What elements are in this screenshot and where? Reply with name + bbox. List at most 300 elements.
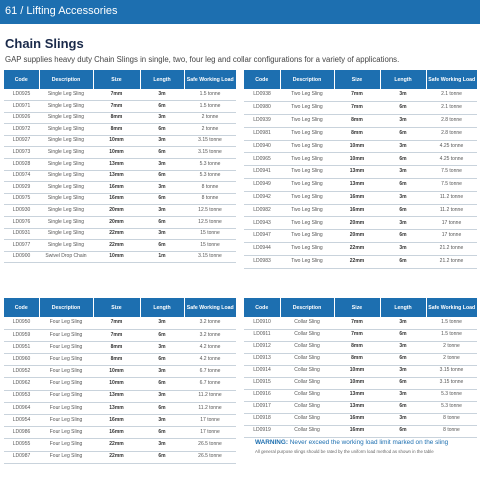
page-title: Chain Slings (5, 36, 84, 51)
table-cell: 4.25 tonne (426, 153, 477, 166)
table-header-row (4, 70, 236, 89)
four-leg-sling-table (4, 298, 236, 464)
table-row (4, 378, 236, 390)
table-cell: LD0915 (244, 377, 280, 389)
table-cell: 2 tonne (426, 353, 477, 365)
table-cell: 4.2 tonne (184, 341, 236, 353)
table-cell: 17 tonne (426, 230, 477, 243)
table-cell: 7mm (334, 329, 380, 341)
table-cell: Two Leg Sling (280, 217, 334, 230)
table-cell: Swivel Drop Chain (39, 251, 93, 263)
table-cell: Four Leg Sling (39, 439, 93, 451)
table-cell: 1.5 tonne (184, 101, 236, 113)
table-cell: LD0986 (4, 427, 39, 439)
table-cell: 6m (140, 240, 184, 252)
table-cell: 7.5 tonne (426, 166, 477, 179)
table-cell: 8mm (334, 353, 380, 365)
table-cell: Two Leg Sling (280, 115, 334, 128)
table-cell: 2 tonne (184, 124, 236, 136)
table-cell: Single Leg Sling (39, 147, 93, 159)
table-row (4, 439, 236, 451)
table-cell: Two Leg Sling (280, 243, 334, 256)
table-row (4, 402, 236, 414)
table-cell: 20mm (93, 217, 140, 229)
table-cell: 21.2 tonne (426, 255, 477, 268)
table-cell: 1m (140, 251, 184, 263)
table-row (4, 89, 236, 101)
table-cell: 21.2 tonne (426, 243, 477, 256)
table-cell: 7mm (93, 101, 140, 113)
table-cell: 6m (380, 153, 426, 166)
table-cell: 3m (380, 115, 426, 128)
table-cell: 16mm (93, 193, 140, 205)
table-cell: 6m (380, 377, 426, 389)
table-row (244, 401, 477, 413)
table-cell: 8mm (93, 124, 140, 136)
table-cell: Two Leg Sling (280, 179, 334, 192)
table-cell: LD0927 (4, 135, 39, 147)
column-header: Length (140, 70, 184, 89)
table-cell: 7mm (334, 102, 380, 115)
table-cell: 6.7 tonne (184, 366, 236, 378)
table-cell: 3.15 tonne (184, 135, 236, 147)
table-cell: 22mm (334, 255, 380, 268)
table-row (4, 390, 236, 402)
table-cell: Four Leg Sling (39, 378, 93, 390)
table-row (4, 427, 236, 439)
collar-sling-table (244, 298, 477, 438)
table-cell: 22mm (93, 451, 140, 463)
table-row (244, 317, 477, 329)
table-cell: 6m (380, 401, 426, 413)
table-cell: 6m (380, 179, 426, 192)
table-cell: 12.5 tonne (184, 217, 236, 229)
table-cell: LD0916 (244, 389, 280, 401)
table-row (4, 451, 236, 463)
table-cell: 17 tonne (184, 427, 236, 439)
column-header: Description (39, 298, 93, 317)
table-cell: LD0962 (4, 378, 39, 390)
table-cell: 13mm (334, 389, 380, 401)
table-cell: 17 tonne (184, 415, 236, 427)
table-cell: Single Leg Sling (39, 101, 93, 113)
table-cell: 16mm (93, 182, 140, 194)
table-cell: 6m (140, 354, 184, 366)
table-cell: LD0960 (4, 354, 39, 366)
column-header: Size (93, 70, 140, 89)
table-row (4, 366, 236, 378)
table-cell: 3.15 tonne (426, 365, 477, 377)
table-cell: 4.2 tonne (184, 354, 236, 366)
table-cell: LD0955 (4, 439, 39, 451)
column-header: Code (4, 298, 39, 317)
table-cell: 6.7 tonne (184, 378, 236, 390)
page-header-bar (0, 0, 480, 24)
table-row (244, 341, 477, 353)
table-header-row (244, 70, 477, 89)
table-row (244, 389, 477, 401)
table-cell: 6m (140, 451, 184, 463)
table-cell: Collar Sling (280, 317, 334, 329)
table-cell: 6m (140, 378, 184, 390)
table-cell: 6m (380, 230, 426, 243)
table-row (4, 193, 236, 205)
table-cell: 3m (380, 413, 426, 425)
table-row (4, 317, 236, 329)
table-cell: 3m (140, 135, 184, 147)
table-cell: Single Leg Sling (39, 112, 93, 124)
table-cell: 2.1 tonne (426, 89, 477, 102)
table-cell: 3m (140, 390, 184, 402)
table-cell: Four Leg Sling (39, 427, 93, 439)
table-cell: Collar Sling (280, 341, 334, 353)
table-row (244, 230, 477, 243)
table-cell: Two Leg Sling (280, 102, 334, 115)
warning-label: WARNING: (255, 439, 289, 446)
table-cell: 13mm (334, 401, 380, 413)
table-cell: Collar Sling (280, 425, 334, 437)
table-cell: LD0977 (4, 240, 39, 252)
table-cell: 3m (380, 243, 426, 256)
table-cell: 1.5 tonne (426, 329, 477, 341)
table-row (4, 135, 236, 147)
table-cell: 10mm (334, 153, 380, 166)
table-cell: 22mm (93, 240, 140, 252)
table-cell: 3m (140, 439, 184, 451)
table-cell: 3m (380, 317, 426, 329)
table-row (244, 127, 477, 140)
table-cell: Two Leg Sling (280, 166, 334, 179)
table-cell: LD0926 (4, 112, 39, 124)
table-cell: LD0911 (244, 329, 280, 341)
table-cell: 10mm (334, 377, 380, 389)
table-header-row (244, 298, 477, 317)
table-cell: 2.8 tonne (426, 127, 477, 140)
table-cell: 2 tonne (184, 112, 236, 124)
column-header: Code (4, 70, 39, 89)
table-cell: 3m (140, 205, 184, 217)
table-cell: 11.2 tonne (426, 204, 477, 217)
table-cell: 7mm (334, 317, 380, 329)
table-cell: Four Leg Sling (39, 366, 93, 378)
table-cell: 26.5 tonne (184, 439, 236, 451)
table-cell: LD0944 (244, 243, 280, 256)
table-cell: 6m (140, 329, 184, 341)
table-cell: LD0965 (244, 153, 280, 166)
column-header: Length (380, 70, 426, 89)
table-cell: 2.8 tonne (426, 115, 477, 128)
table-cell: 5.3 tonne (426, 389, 477, 401)
table-cell: 22mm (93, 228, 140, 240)
table-row (4, 159, 236, 171)
table-cell: LD0913 (244, 353, 280, 365)
table-cell: Single Leg Sling (39, 89, 93, 101)
table-cell: Four Leg Sling (39, 451, 93, 463)
table-cell: LD0929 (4, 182, 39, 194)
table-cell: 10mm (93, 378, 140, 390)
intro-text: GAP supplies heavy duty Chain Slings in single, two, four leg and collar configurations for a variety of applications. (5, 55, 400, 64)
warning-text: Never exceed the working load limit marked on the sling (289, 439, 449, 446)
table-row (244, 365, 477, 377)
table-cell: LD0987 (4, 451, 39, 463)
table-cell: 3m (140, 89, 184, 101)
table-cell: 17 tonne (426, 217, 477, 230)
table-cell: 20mm (334, 230, 380, 243)
table-cell: 6m (140, 124, 184, 136)
table-row (4, 251, 236, 263)
table-cell: 26.5 tonne (184, 451, 236, 463)
table-cell: LD0928 (4, 159, 39, 171)
table-cell: LD0964 (4, 402, 39, 414)
table-cell: LD0954 (4, 415, 39, 427)
table-cell: Two Leg Sling (280, 153, 334, 166)
table-row (4, 182, 236, 194)
table-cell: LD0971 (4, 101, 39, 113)
table-cell: 1.5 tonne (426, 317, 477, 329)
table-cell: Collar Sling (280, 329, 334, 341)
table-cell: 10mm (93, 366, 140, 378)
table-cell: 3m (140, 112, 184, 124)
table-cell: LD0980 (244, 102, 280, 115)
table-cell: Collar Sling (280, 353, 334, 365)
column-header: Description (280, 298, 334, 317)
table-row (244, 377, 477, 389)
table-cell: Two Leg Sling (280, 127, 334, 140)
table-cell: Four Leg Sling (39, 415, 93, 427)
table-cell: 12.5 tonne (184, 205, 236, 217)
table-cell: 3m (380, 191, 426, 204)
table-cell: 3.15 tonne (184, 147, 236, 159)
table-cell: 7mm (93, 329, 140, 341)
table-cell: 1.5 tonne (184, 89, 236, 101)
table-cell: 7mm (334, 89, 380, 102)
table-cell: 8 tonne (184, 182, 236, 194)
table-cell: 3m (140, 317, 184, 329)
table-row (4, 217, 236, 229)
table-cell: Four Leg Sling (39, 317, 93, 329)
table-cell: Single Leg Sling (39, 193, 93, 205)
table-cell: Two Leg Sling (280, 191, 334, 204)
table-cell: 3m (140, 366, 184, 378)
table-cell: 6m (140, 402, 184, 414)
column-header: Length (140, 298, 184, 317)
table-cell: 22mm (93, 439, 140, 451)
table-cell: 3m (140, 415, 184, 427)
table-cell: Single Leg Sling (39, 135, 93, 147)
table-cell: LD0917 (244, 401, 280, 413)
table-cell: 6m (380, 102, 426, 115)
table-cell: LD0943 (244, 217, 280, 230)
table-cell: LD0949 (244, 179, 280, 192)
warning-line (255, 439, 477, 446)
table-cell: LD0950 (4, 317, 39, 329)
table-row (244, 413, 477, 425)
warning-note: All general purpose slings should be rated by the uniform load method as shown in the table (255, 449, 434, 454)
table-cell: LD0975 (4, 193, 39, 205)
table-row (244, 166, 477, 179)
table-row (244, 425, 477, 437)
table-cell: Four Leg Sling (39, 354, 93, 366)
table-cell: LD0959 (4, 329, 39, 341)
table-cell: 3m (140, 228, 184, 240)
column-header: Size (334, 298, 380, 317)
table-cell: Collar Sling (280, 377, 334, 389)
table-cell: Single Leg Sling (39, 124, 93, 136)
table-cell: LD0925 (4, 89, 39, 101)
table-cell: 16mm (334, 204, 380, 217)
table-cell: 16mm (93, 415, 140, 427)
table-cell: 13mm (93, 159, 140, 171)
table-cell: 6m (140, 217, 184, 229)
table-cell: LD0973 (4, 147, 39, 159)
column-header: Code (244, 70, 280, 89)
table-row (244, 191, 477, 204)
table-cell: LD0981 (244, 127, 280, 140)
table-cell: LD0941 (244, 166, 280, 179)
table-cell: Two Leg Sling (280, 255, 334, 268)
table-row (4, 341, 236, 353)
table-row (4, 124, 236, 136)
table-row (4, 354, 236, 366)
table-cell: 8 tonne (184, 193, 236, 205)
table-cell: 10mm (334, 140, 380, 153)
table-cell: Single Leg Sling (39, 240, 93, 252)
table-header-row (4, 298, 236, 317)
table-cell: 6m (380, 329, 426, 341)
table-cell: LD0919 (244, 425, 280, 437)
table-row (4, 112, 236, 124)
column-header: Size (93, 298, 140, 317)
table-cell: LD0982 (244, 204, 280, 217)
table-cell: 2 tonne (426, 341, 477, 353)
table-cell: 8mm (93, 341, 140, 353)
table-cell: 8mm (334, 127, 380, 140)
table-cell: 16mm (334, 425, 380, 437)
table-cell: LD0931 (4, 228, 39, 240)
column-header: Safe Working Load (426, 70, 477, 89)
table-cell: Two Leg Sling (280, 204, 334, 217)
table-cell: 10mm (93, 135, 140, 147)
table-row (4, 147, 236, 159)
table-cell: 13mm (93, 170, 140, 182)
table-cell: 7mm (93, 317, 140, 329)
table-cell: Four Leg Sling (39, 402, 93, 414)
table-cell: 6m (380, 127, 426, 140)
table-cell: 11.2 tonne (184, 402, 236, 414)
table-cell: 6m (140, 147, 184, 159)
table-cell: LD0914 (244, 365, 280, 377)
table-row (244, 102, 477, 115)
table-row (4, 228, 236, 240)
table-cell: 6m (380, 255, 426, 268)
table-cell: LD0942 (244, 191, 280, 204)
table-cell: 11.2 tonne (184, 390, 236, 402)
table-cell: 8mm (334, 341, 380, 353)
table-cell: 3m (380, 365, 426, 377)
table-cell: 6m (140, 193, 184, 205)
table-cell: 7.5 tonne (426, 179, 477, 192)
table-row (4, 415, 236, 427)
table-cell: 20mm (93, 205, 140, 217)
table-cell: LD0938 (244, 89, 280, 102)
table-cell: 13mm (93, 402, 140, 414)
table-row (4, 240, 236, 252)
table-row (244, 255, 477, 268)
table-cell: 7mm (93, 89, 140, 101)
table-cell: LD0972 (4, 124, 39, 136)
table-cell: LD0953 (4, 390, 39, 402)
table-cell: 3m (140, 182, 184, 194)
table-cell: 4.25 tonne (426, 140, 477, 153)
table-cell: 6m (140, 170, 184, 182)
table-cell: 15 tonne (184, 228, 236, 240)
table-cell: LD0951 (4, 341, 39, 353)
table-cell: LD0940 (244, 140, 280, 153)
table-cell: 3.15 tonne (426, 377, 477, 389)
table-cell: 6m (140, 427, 184, 439)
table-cell: Single Leg Sling (39, 159, 93, 171)
table-cell: 3m (380, 341, 426, 353)
table-cell: 3m (380, 217, 426, 230)
column-header: Description (280, 70, 334, 89)
column-header: Length (380, 298, 426, 317)
column-header: Code (244, 298, 280, 317)
warning-box (255, 439, 477, 454)
table-cell: Two Leg Sling (280, 230, 334, 243)
table-row (4, 205, 236, 217)
table-cell: 10mm (334, 365, 380, 377)
table-cell: LD0930 (4, 205, 39, 217)
table-cell: Four Leg Sling (39, 341, 93, 353)
table-cell: Single Leg Sling (39, 228, 93, 240)
table-cell: 5.3 tonne (426, 401, 477, 413)
table-cell: 8 tonne (426, 413, 477, 425)
table-cell: 3m (380, 166, 426, 179)
table-cell: Four Leg Sling (39, 329, 93, 341)
table-cell: 16mm (334, 413, 380, 425)
table-cell: 13mm (334, 179, 380, 192)
two-leg-sling-table (244, 70, 477, 269)
table-cell: Collar Sling (280, 401, 334, 413)
table-cell: 6m (380, 425, 426, 437)
table-cell: 13mm (334, 166, 380, 179)
table-cell: 5.3 tonne (184, 159, 236, 171)
table-cell: 3.15 tonne (184, 251, 236, 263)
table-cell: 6m (380, 353, 426, 365)
table-cell: Collar Sling (280, 365, 334, 377)
table-cell: 6m (140, 101, 184, 113)
table-row (244, 353, 477, 365)
table-row (244, 217, 477, 230)
table-cell: Single Leg Sling (39, 205, 93, 217)
table-cell: 8mm (93, 354, 140, 366)
table-row (244, 89, 477, 102)
table-cell: Four Leg Sling (39, 390, 93, 402)
table-cell: 3m (140, 341, 184, 353)
table-cell: 3m (140, 159, 184, 171)
table-cell: 11.2 tonne (426, 191, 477, 204)
table-row (4, 101, 236, 113)
table-row (4, 329, 236, 341)
table-cell: 3.2 tonne (184, 329, 236, 341)
column-header: Safe Working Load (184, 298, 236, 317)
single-leg-sling-table (4, 70, 236, 263)
table-cell: LD0974 (4, 170, 39, 182)
table-cell: LD0983 (244, 255, 280, 268)
table-row (244, 243, 477, 256)
table-row (244, 153, 477, 166)
table-cell: Two Leg Sling (280, 140, 334, 153)
